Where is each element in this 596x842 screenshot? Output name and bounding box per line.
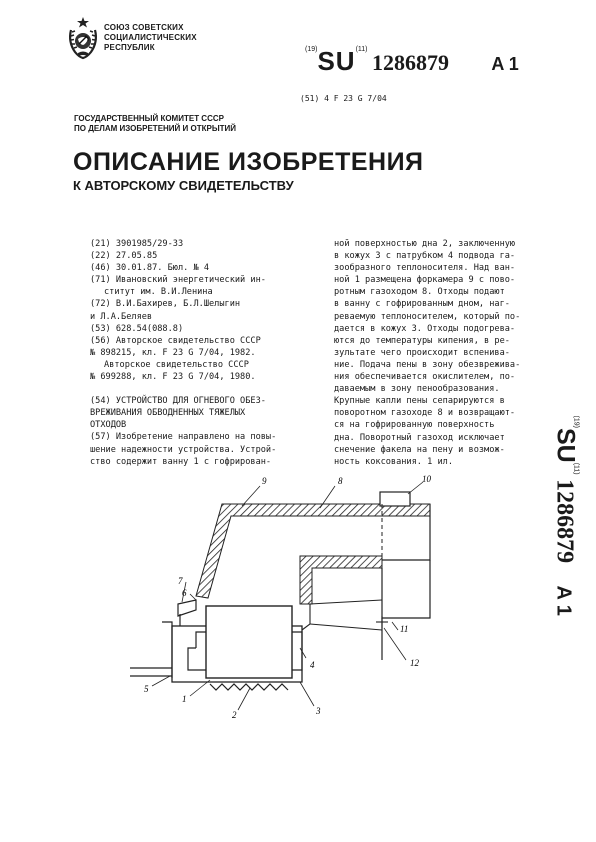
- committee-line: ГОСУДАРСТВЕННЫЙ КОМИТЕТ СССР: [74, 114, 224, 123]
- ipc-classification: (51) 4 F 23 G 7/04: [300, 94, 387, 103]
- biblio-line: ство содержит ванну 1 с гофрирован-: [90, 456, 272, 467]
- patent-number: 1286879: [551, 479, 578, 564]
- abstract-line: зультате чего происходит вспенива-: [334, 347, 510, 358]
- code-11: (11): [572, 462, 580, 475]
- abstract-line: дна. Поворотный газоход исключает: [334, 432, 505, 443]
- biblio-line: (54) УСТРОЙСТВО ДЛЯ ОГНЕВОГО ОБЕЗ-: [90, 396, 266, 407]
- kind-code: A 1: [491, 54, 519, 74]
- side-publication-number: [520, 415, 580, 670]
- abstract-line: зообразного теплоносителя. Над ван-: [334, 263, 516, 274]
- document-subtitle: К АВТОРСКОМУ СВИДЕТЕЛЬСТВУ: [73, 178, 294, 193]
- biblio-line: [90, 383, 326, 395]
- abstract-line: реваемую теплоносителем, который по-: [334, 311, 521, 322]
- biblio-line: шение надежности устройства. Устрой-: [90, 444, 277, 455]
- abstract-line: ность коксования. 1 ил.: [334, 456, 453, 467]
- abstract-line: снечение факела на пену и возмож-: [334, 444, 505, 455]
- biblio-line: (71) Ивановский энергетический ин-: [90, 275, 266, 286]
- fig-label-8: 8: [338, 476, 343, 486]
- abstract-line: ния обеспечивается окислителем, по-: [334, 372, 516, 383]
- biblio-line: и Л.А.Беляев: [90, 311, 153, 322]
- code-19: (19): [572, 415, 580, 428]
- union-line: РЕСПУБЛИК: [104, 43, 155, 52]
- fig-label-5: 5: [144, 684, 149, 694]
- abstract-line: в кожух 3 с патрубком 4 подвода га-: [334, 251, 516, 262]
- separator-housing: [382, 560, 430, 618]
- bath: [206, 606, 292, 678]
- biblio-line: ВРЕЖИВАНИЯ ОБВОДНЕННЫХ ТЯЖЕЛЫХ: [90, 408, 246, 419]
- fig-label-4: 4: [310, 660, 315, 670]
- biblio-line: № 699288, кл. F 23 G 7/04, 1980.: [90, 372, 256, 383]
- publication-number: [305, 46, 519, 77]
- abstract-line: ются до температуры кипения, в ре-: [334, 335, 510, 346]
- ussr-emblem: [66, 16, 100, 62]
- country-code: SU: [551, 427, 580, 463]
- biblio-line: № 898215, кл. F 23 G 7/04, 1982.: [90, 347, 256, 358]
- patent-number: 1286879: [371, 50, 449, 75]
- biblio-line: ститут им. В.И.Ленина: [104, 287, 213, 298]
- abstract-line: ние. Подача пены в зону обезврежива-: [334, 359, 521, 370]
- country-code: SU: [317, 46, 356, 76]
- committee-line: ПО ДЕЛАМ ИЗОБРЕТЕНИЙ И ОТКРЫТИЙ: [74, 124, 237, 133]
- forechamber-wall: [196, 504, 430, 598]
- fig-label-11: 11: [400, 624, 409, 634]
- bibliographic-data: [90, 238, 326, 468]
- abstract-line: ной 1 размещена форкамера 9 с пово-: [334, 275, 516, 286]
- fig-label-7: 7: [178, 576, 183, 586]
- biblio-line: (21) 3901985/29-33: [90, 239, 184, 249]
- biblio-line: (56) Авторское свидетельство СССР: [90, 335, 261, 346]
- biblio-line: (53) 628.54(088.8): [90, 323, 184, 334]
- biblio-line: Авторское свидетельство СССР: [104, 359, 249, 370]
- biblio-line: (46) 30.01.87. Бюл. № 4: [90, 263, 209, 274]
- biblio-line: ОТХОДОВ: [90, 420, 127, 431]
- biblio-line: (72) В.И.Бахирев, Б.Л.Шелыгин: [90, 299, 241, 310]
- committee-name: [74, 114, 236, 134]
- code-19: (19): [305, 46, 318, 53]
- abstract-line: ся на гофрированную поверхность: [334, 420, 495, 431]
- fig-label-10: 10: [422, 474, 431, 484]
- abstract-line: поворотном газоходе 8 и возвращают-: [334, 408, 516, 419]
- fig-label-12: 12: [410, 658, 419, 668]
- code-11: (11): [355, 46, 368, 53]
- abstract-line: в ванну с гофрированным дном, наг-: [334, 299, 510, 310]
- technical-drawing: [130, 470, 460, 730]
- abstract-line: ротным газоходом 8. Отходы подают: [334, 287, 505, 298]
- duct-cap: [380, 492, 410, 506]
- kind-code: A 1: [552, 585, 575, 616]
- abstract-line: ной поверхностью дна 2, заключенную: [334, 239, 516, 249]
- biblio-line: (57) Изобретение направлено на повы-: [90, 432, 277, 443]
- gas-duct-inner-wall: [300, 556, 382, 604]
- union-line: СОЮЗ СОВЕТСКИХ: [104, 23, 184, 32]
- fig-label-6: 6: [182, 588, 187, 598]
- abstract-line: дается в кожух 3. Отходы подогрева-: [334, 323, 516, 334]
- fig-label-2: 2: [232, 710, 237, 720]
- document-title: ОПИСАНИЕ ИЗОБРЕТЕНИЯ: [73, 148, 424, 176]
- abstract-line: Крупные капли пены сепарируются в: [334, 396, 505, 407]
- union-name: [104, 23, 197, 53]
- biblio-line: (22) 27.05.85: [90, 251, 158, 262]
- fig-label-3: 3: [316, 706, 321, 716]
- union-line: СОЦИАЛИСТИЧЕСКИХ: [104, 33, 197, 42]
- abstract-line: даваемым в зону пенообразования.: [334, 384, 500, 395]
- fig-label-1: 1: [182, 694, 187, 704]
- fig-label-9: 9: [262, 476, 267, 486]
